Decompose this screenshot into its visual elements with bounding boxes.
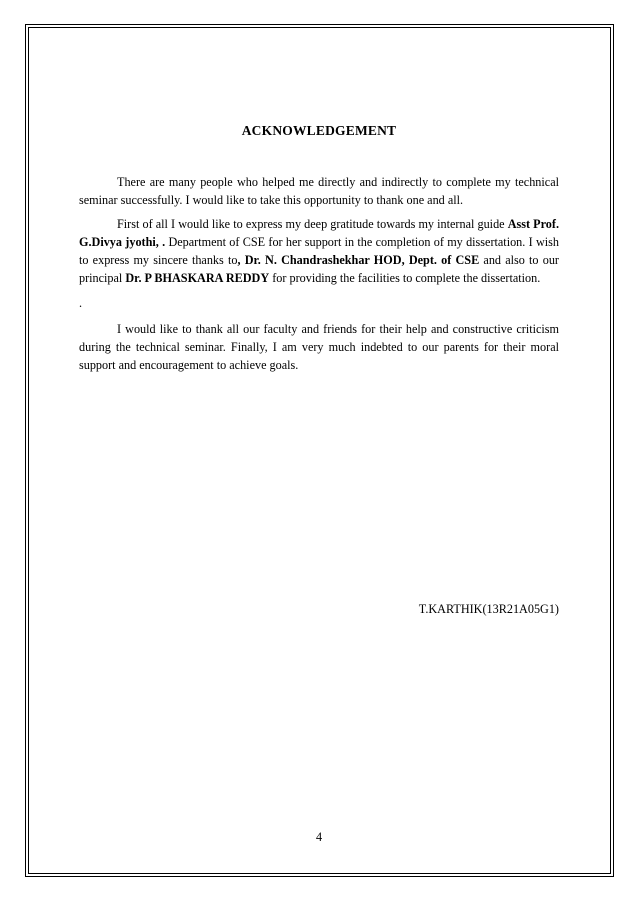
- paragraph-intro: [79, 173, 559, 209]
- page-number: 4: [315, 830, 323, 844]
- page-border-inner: [28, 27, 611, 874]
- paragraph-gratitude-part3: and also to our principal: [79, 253, 559, 285]
- hod-name: , Dr. N. Chandrashekhar HOD, Dept. of CSE: [237, 253, 480, 267]
- paragraph-intro-text: There are many people who helped me directly and indirectly to complete my technical seminar successfully. I would like to take this opportunity to thank one and all.: [79, 175, 559, 207]
- paragraph-gratitude-part1: First of all I would like to express my deep gratitude towards my internal guide: [117, 217, 508, 231]
- paragraph-gratitude: [79, 215, 559, 287]
- signature: T.KARTHIK(13R21A05G1): [418, 602, 559, 616]
- separator-dot: .: [79, 296, 83, 310]
- paragraph-gratitude-part4: for providing the facilities to complete the dissertation.: [269, 271, 541, 285]
- paragraph-thanks-text: I would like to thank all our faculty and friends for their help and constructive criticism during the technical seminar. Finally, I am very much indebted to our parents for their moral support and encouragement to achieve goals.: [79, 322, 559, 372]
- paragraph-gratitude-part2: Department of CSE for her support in the completion of my dissertation. I wish to express my sincere thanks to: [79, 235, 559, 267]
- principal-name: Dr. P BHASKARA REDDY: [125, 271, 270, 285]
- guide-name: Asst Prof. G.Divya jyothi, .: [79, 217, 560, 249]
- page-title: ACKNOWLEDGEMENT: [241, 123, 397, 138]
- paragraph-thanks: [79, 320, 559, 374]
